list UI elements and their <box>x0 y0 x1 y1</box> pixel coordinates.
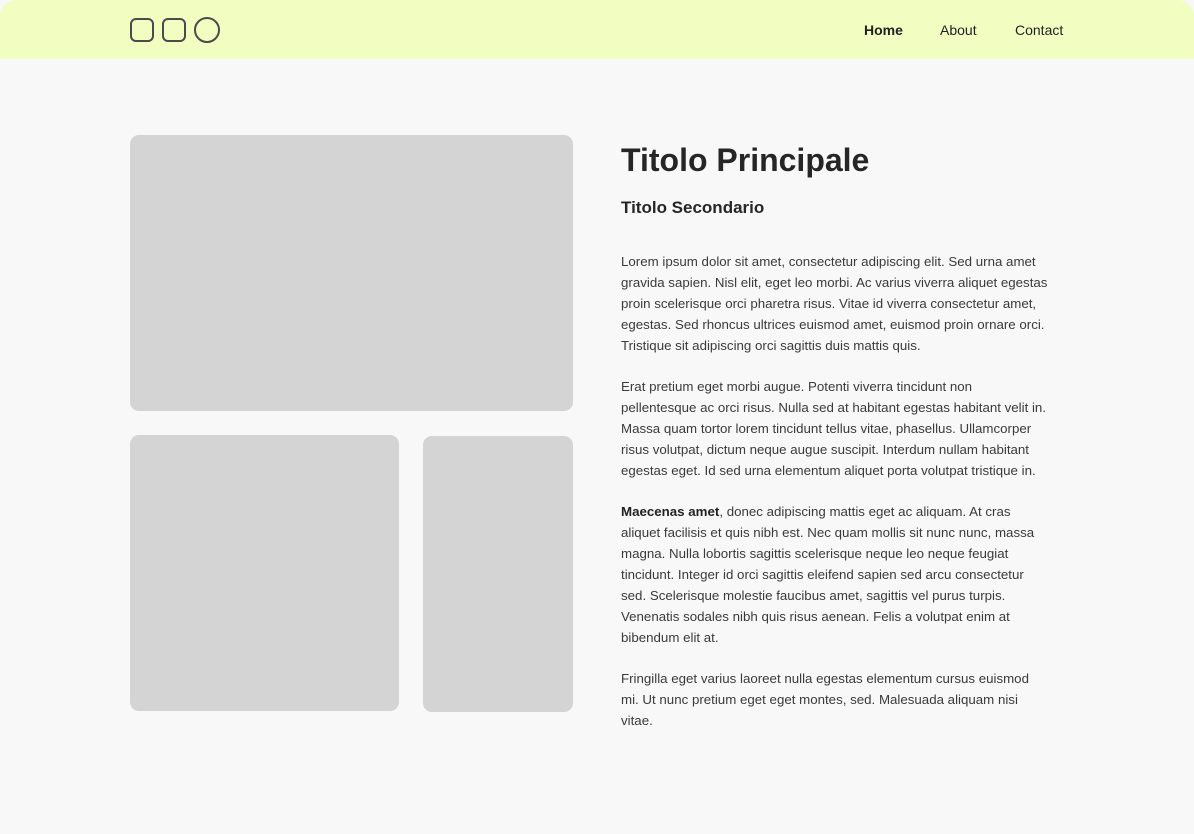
text-line: Fringilla eget varius laoreet nulla egestas elementum cursus euismod <box>621 671 1029 686</box>
text-line: mi. Ut nunc pretium eget eget montes, sed. Malesuada aliquam nisi <box>621 692 1018 707</box>
image-placeholder-small <box>423 436 573 712</box>
text-line: bibendum elit at. <box>621 630 719 645</box>
page-subtitle: Titolo Secondario <box>621 198 765 217</box>
text-line: egestas eget. Id sed urna elementum aliquet porta volutpat tristique in. <box>621 463 1036 478</box>
paragraph <box>621 251 1081 356</box>
text-line: egestas. Sed rhoncus ultrices euismod amet, euismod proin ornare orci. <box>621 317 1045 332</box>
text-line: vitae. <box>621 713 653 728</box>
paragraph <box>621 501 1081 648</box>
nav-contact[interactable]: Contact <box>1015 22 1064 38</box>
text-line: aliquet facilisis et quis nibh est. Nec quam mollis sit nunc nunc, massa <box>621 525 1035 540</box>
text-line: proin scelerisque orci pharetra risus. Vitae id viverra consectetur amet, <box>621 296 1037 311</box>
nav-home[interactable]: Home <box>864 22 903 38</box>
bold-text: Maecenas amet <box>621 504 720 519</box>
text-line: Lorem ipsum dolor sit amet, consectetur adipiscing elit. Sed urna amet <box>621 254 1036 269</box>
text-line: pellentesque ac orci risus. Nulla sed at habitant egestas habitant velit in. <box>621 400 1047 415</box>
header <box>0 0 1194 59</box>
text-line: magna. Nulla lobortis sagittis scelerisque neque leo neque feugiat <box>621 546 1009 561</box>
nav-about[interactable]: About <box>940 22 977 38</box>
text-line: risus volutpat, dictum neque augue suscipit. Interdum nullam habitant <box>621 442 1030 457</box>
text-fragment: , donec adipiscing mattis eget ac aliquam. At cras <box>719 504 1011 519</box>
paragraph <box>621 376 1081 481</box>
logo-square-icon[interactable] <box>130 18 154 42</box>
text-line <box>621 501 1081 522</box>
image-placeholder-medium <box>130 435 399 711</box>
text-line: Tristique sit adipiscing orci sagittis duis mattis quis. <box>621 338 921 353</box>
text-line: Massa quam tortor lorem tincidunt tellus vitae, phasellus. Ullamcorper <box>621 421 1032 436</box>
page-title: Titolo Principale <box>621 142 870 178</box>
text-line: Erat pretium eget morbi augue. Potenti viverra tincidunt non <box>621 379 973 394</box>
text-line: Venenatis sodales nibh quis risus aenean. Felis a volutpat enim at <box>621 609 1010 624</box>
body-text <box>621 251 1081 751</box>
text-line: tincidunt. Integer id orci sagittis eleifend sapien sed arcu consectetur <box>621 567 1024 582</box>
text-line: gravida sapien. Nisl elit, eget leo morbi. Ac varius viverra aliquet egestas <box>621 275 1048 290</box>
logo-square-icon[interactable] <box>162 18 186 42</box>
paragraph <box>621 668 1081 731</box>
text-line: sed. Scelerisque molestie faucibus amet, sagittis vel purus turpis. <box>621 588 1006 603</box>
logo-circle-icon[interactable] <box>194 17 220 43</box>
image-placeholder-large <box>130 135 573 411</box>
